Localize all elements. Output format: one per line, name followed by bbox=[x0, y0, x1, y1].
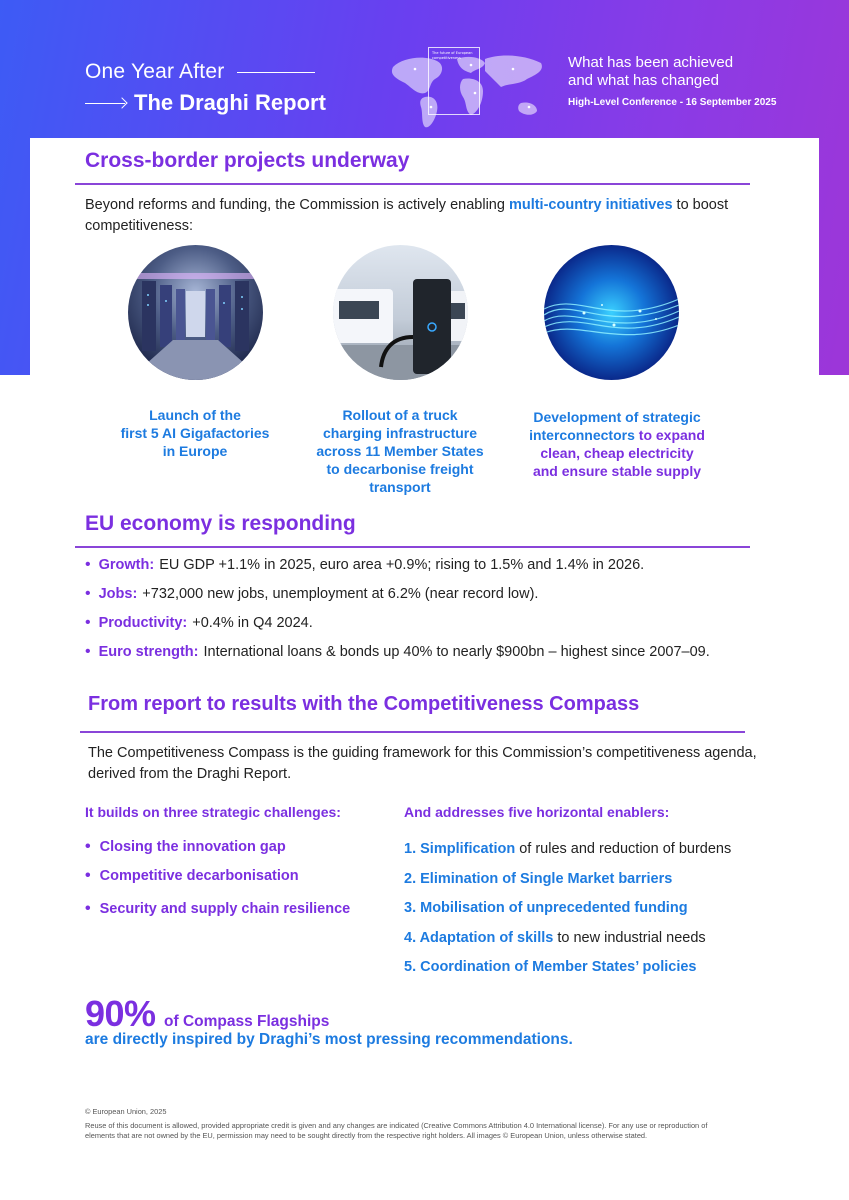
enablers-list bbox=[404, 838, 731, 986]
enabler-item: 3. Mobilisation of unprecedented funding bbox=[404, 900, 688, 916]
section-divider bbox=[75, 183, 750, 185]
ai-gigafactory-image bbox=[128, 245, 263, 380]
enablers-heading: And addresses five horizontal enablers: bbox=[404, 804, 670, 820]
enabler-item: 5. Coordination of Member States’ policies bbox=[404, 959, 697, 975]
caption-interconnectors: Development of strategic interconnectors to expand clean, cheap electricity and ensure stable supply bbox=[529, 409, 705, 479]
enabler-item: 1. Simplification of rules and reduction of burdens bbox=[404, 841, 732, 857]
compass-intro: The Competitiveness Compass is the guiding framework for this Commission’s competitiveness agenda, derived from the Draghi Report. bbox=[88, 745, 757, 782]
stat-percent: 90% bbox=[85, 993, 156, 1034]
cross-border-intro: Beyond reforms and funding, the Commission is actively enabling multi-country initiatives to boost competitiveness: bbox=[85, 197, 729, 234]
challenges-heading: It builds on three strategic challenges: bbox=[85, 804, 341, 820]
bullet-euro-strength: • Euro strength: International loans & bonds up 40% to nearly $900bn – highest since 2007–09. bbox=[85, 643, 710, 660]
stat-description: are directly inspired by Draghi’s most pressing recommendations. bbox=[85, 1031, 573, 1048]
footer-license: Reuse of this document is allowed, provided appropriate credit is given and any changes are indicated (Creative Commons Attribution 4.0 International license). For any use or reproduction of elements that are not owned by the EU, permission may need to be sought directly from the respective right holders. All images © European Union, unless otherwise stated. bbox=[85, 1121, 708, 1140]
subtitle-line-2: and what has changed bbox=[568, 72, 719, 89]
section-heading-cross-border: Cross-border projects underway bbox=[85, 149, 410, 172]
flagship-stat bbox=[85, 993, 329, 1035]
bullet-productivity: • Productivity: +0.4% in Q4 2024. bbox=[85, 614, 313, 631]
stat-label: of Compass Flagships bbox=[164, 1013, 330, 1030]
challenges-list bbox=[85, 838, 350, 930]
enabler-item: 4. Adaptation of skills to new industrial needs bbox=[404, 929, 706, 946]
conference-date: High-Level Conference - 16 September 2025 bbox=[568, 97, 777, 108]
interconnector-image bbox=[544, 245, 679, 380]
report-title bbox=[85, 60, 326, 116]
challenge-item: • Closing the innovation gap bbox=[85, 838, 286, 855]
title-line-2: The Draghi Report bbox=[134, 90, 326, 115]
title-divider bbox=[237, 72, 315, 73]
bullet-growth: • Growth: EU GDP +1.1% in 2025, euro area +0.9%; rising to 1.5% and 1.4% in 2026. bbox=[85, 556, 645, 573]
truck-charging-image bbox=[333, 245, 468, 380]
challenge-item: • Competitive decarbonisation bbox=[85, 867, 299, 884]
caption-truck-charging: Rollout of a truck charging infrastructure across 11 Member States to decarbonise freight transport bbox=[316, 407, 484, 495]
title-line-1: One Year After bbox=[85, 60, 225, 83]
subtitle-line-1: What has been achieved bbox=[568, 54, 734, 71]
section-heading-economy: EU economy is responding bbox=[85, 512, 356, 535]
section-divider bbox=[75, 546, 750, 548]
economy-bullet-list bbox=[85, 552, 710, 668]
conference-info bbox=[568, 54, 776, 108]
arrow-right-icon bbox=[85, 103, 125, 104]
section-divider bbox=[80, 731, 745, 733]
challenge-item: • Security and supply chain resilience bbox=[85, 900, 351, 917]
report-cover-thumbnail: The future of European competitiveness bbox=[428, 47, 480, 115]
enabler-item: 2. Elimination of Single Market barriers bbox=[404, 870, 673, 887]
footer-copyright: © European Union, 2025 bbox=[85, 1107, 167, 1116]
caption-ai-gigafactories: Launch of the first 5 AI Gigafactories in Europe bbox=[120, 407, 270, 459]
bullet-jobs: • Jobs: +732,000 new jobs, unemployment at 6.2% (near record low). bbox=[85, 585, 539, 602]
section-heading-compass: From report to results with the Competitiveness Compass bbox=[88, 693, 640, 715]
